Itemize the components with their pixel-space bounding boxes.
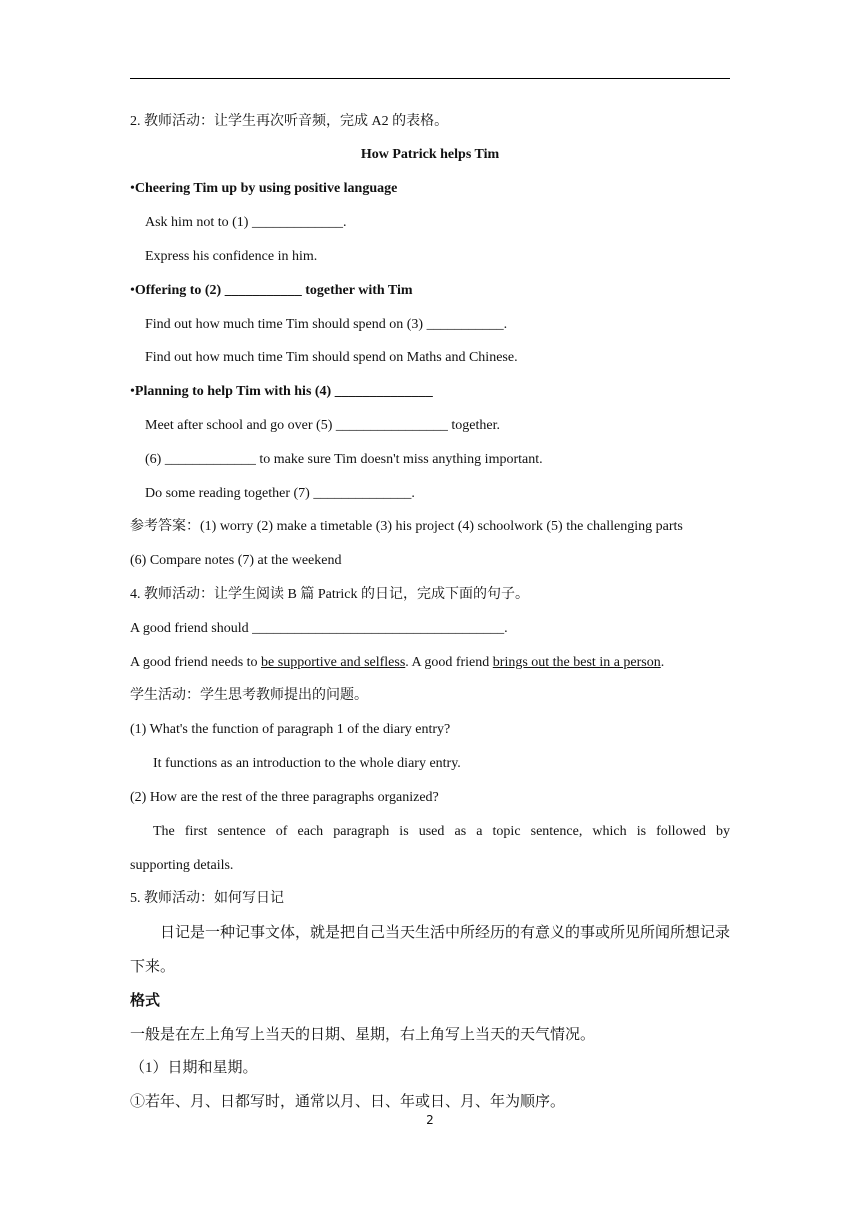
student-activity: 学生活动：学生思考教师提出的问题。 xyxy=(130,688,368,703)
bullet-2-blank: ___________ xyxy=(224,283,302,298)
bullet-3-pre: Planning to help Tim with his (4) xyxy=(134,384,335,399)
bullet-3-line-3: Do some reading together (7) ______________. xyxy=(145,486,415,501)
step-4-instruction: 4. 教师活动：让学生阅读 B 篇 Patrick 的日记，完成下面的句子。 xyxy=(130,587,529,602)
bullet-1-line-2: Express his confidence in him. xyxy=(145,249,318,264)
bullet-3 xyxy=(130,382,730,402)
format-heading: 格式 xyxy=(130,993,161,1009)
gf-text-a: A good friend needs to xyxy=(130,655,262,670)
date-item: （1）日期和星期。 xyxy=(130,1060,258,1076)
gf-underline-1: be supportive and selfless xyxy=(261,655,406,670)
step-2-instruction: 2. 教师活动：让学生再次听音频，完成 A2 的表格。 xyxy=(130,114,449,129)
bullet-icon: • xyxy=(130,181,135,196)
bullet-1-text: Cheering Tim up by using positive language xyxy=(134,181,398,196)
answer-2-line-2: supporting details. xyxy=(130,858,234,873)
diary-paragraph-line-2: 下来。 xyxy=(130,959,176,975)
answers-line-2: (6) Compare notes (7) at the weekend xyxy=(130,553,342,568)
diary-paragraph-line-1: 日记是一种记事文体，就是把自己当天生活中所经历的有意义的事或所见所闻所想记录 xyxy=(160,925,731,941)
bullet-1 xyxy=(130,179,730,199)
bullet-2-line-2: Find out how much time Tim should spend on Maths and Chinese. xyxy=(145,350,518,365)
bullet-3-line-1: Meet after school and go over (5) ________________ together. xyxy=(145,418,500,433)
header-rule xyxy=(130,78,730,79)
bullet-2-pre: Offering to (2) xyxy=(134,283,225,298)
good-friend-answer xyxy=(130,653,730,673)
answer-2-line-1: The first sentence of each paragraph is used as a topic sentence, which is followed by xyxy=(153,824,730,839)
answers-line-1: 参考答案：(1) worry (2) make a timetable (3) his project (4) schoolwork (5) the challenging parts xyxy=(130,519,683,534)
table-title: How Patrick helps Tim xyxy=(360,147,500,162)
bullet-3-blank: ______________ xyxy=(334,384,433,399)
good-friend-blank: A good friend should ____________________________________. xyxy=(130,621,508,636)
bullet-icon: • xyxy=(130,283,135,298)
bullet-icon: • xyxy=(130,384,135,399)
bullet-2 xyxy=(130,281,730,301)
bullet-2-line-1: Find out how much time Tim should spend on (3) ___________. xyxy=(145,317,508,332)
gf-underline-2: brings out the best in a person xyxy=(492,655,661,670)
page-number: 2 xyxy=(426,1113,434,1127)
answer-1: It functions as an introduction to the whole diary entry. xyxy=(153,756,461,771)
gf-text-c: . xyxy=(660,655,665,670)
format-text: 一般是在左上角写上当天的日期、星期，右上角写上当天的天气情况。 xyxy=(130,1027,596,1043)
step-5-instruction: 5. 教师活动：如何写日记 xyxy=(130,891,284,906)
gf-text-b: . A good friend xyxy=(405,655,493,670)
bullet-2-post: together with Tim xyxy=(301,283,413,298)
date-rule: ①若年、月、日都写时，通常以月、日、年或日、月、年为顺序。 xyxy=(130,1094,566,1110)
bullet-3-line-2: (6) _____________ to make sure Tim doesn't miss anything important. xyxy=(145,452,543,467)
question-2: (2) How are the rest of the three paragraphs organized? xyxy=(130,790,439,805)
bullet-1-line-1: Ask him not to (1) _____________. xyxy=(145,215,347,230)
question-1: (1) What's the function of paragraph 1 of the diary entry? xyxy=(130,722,451,737)
